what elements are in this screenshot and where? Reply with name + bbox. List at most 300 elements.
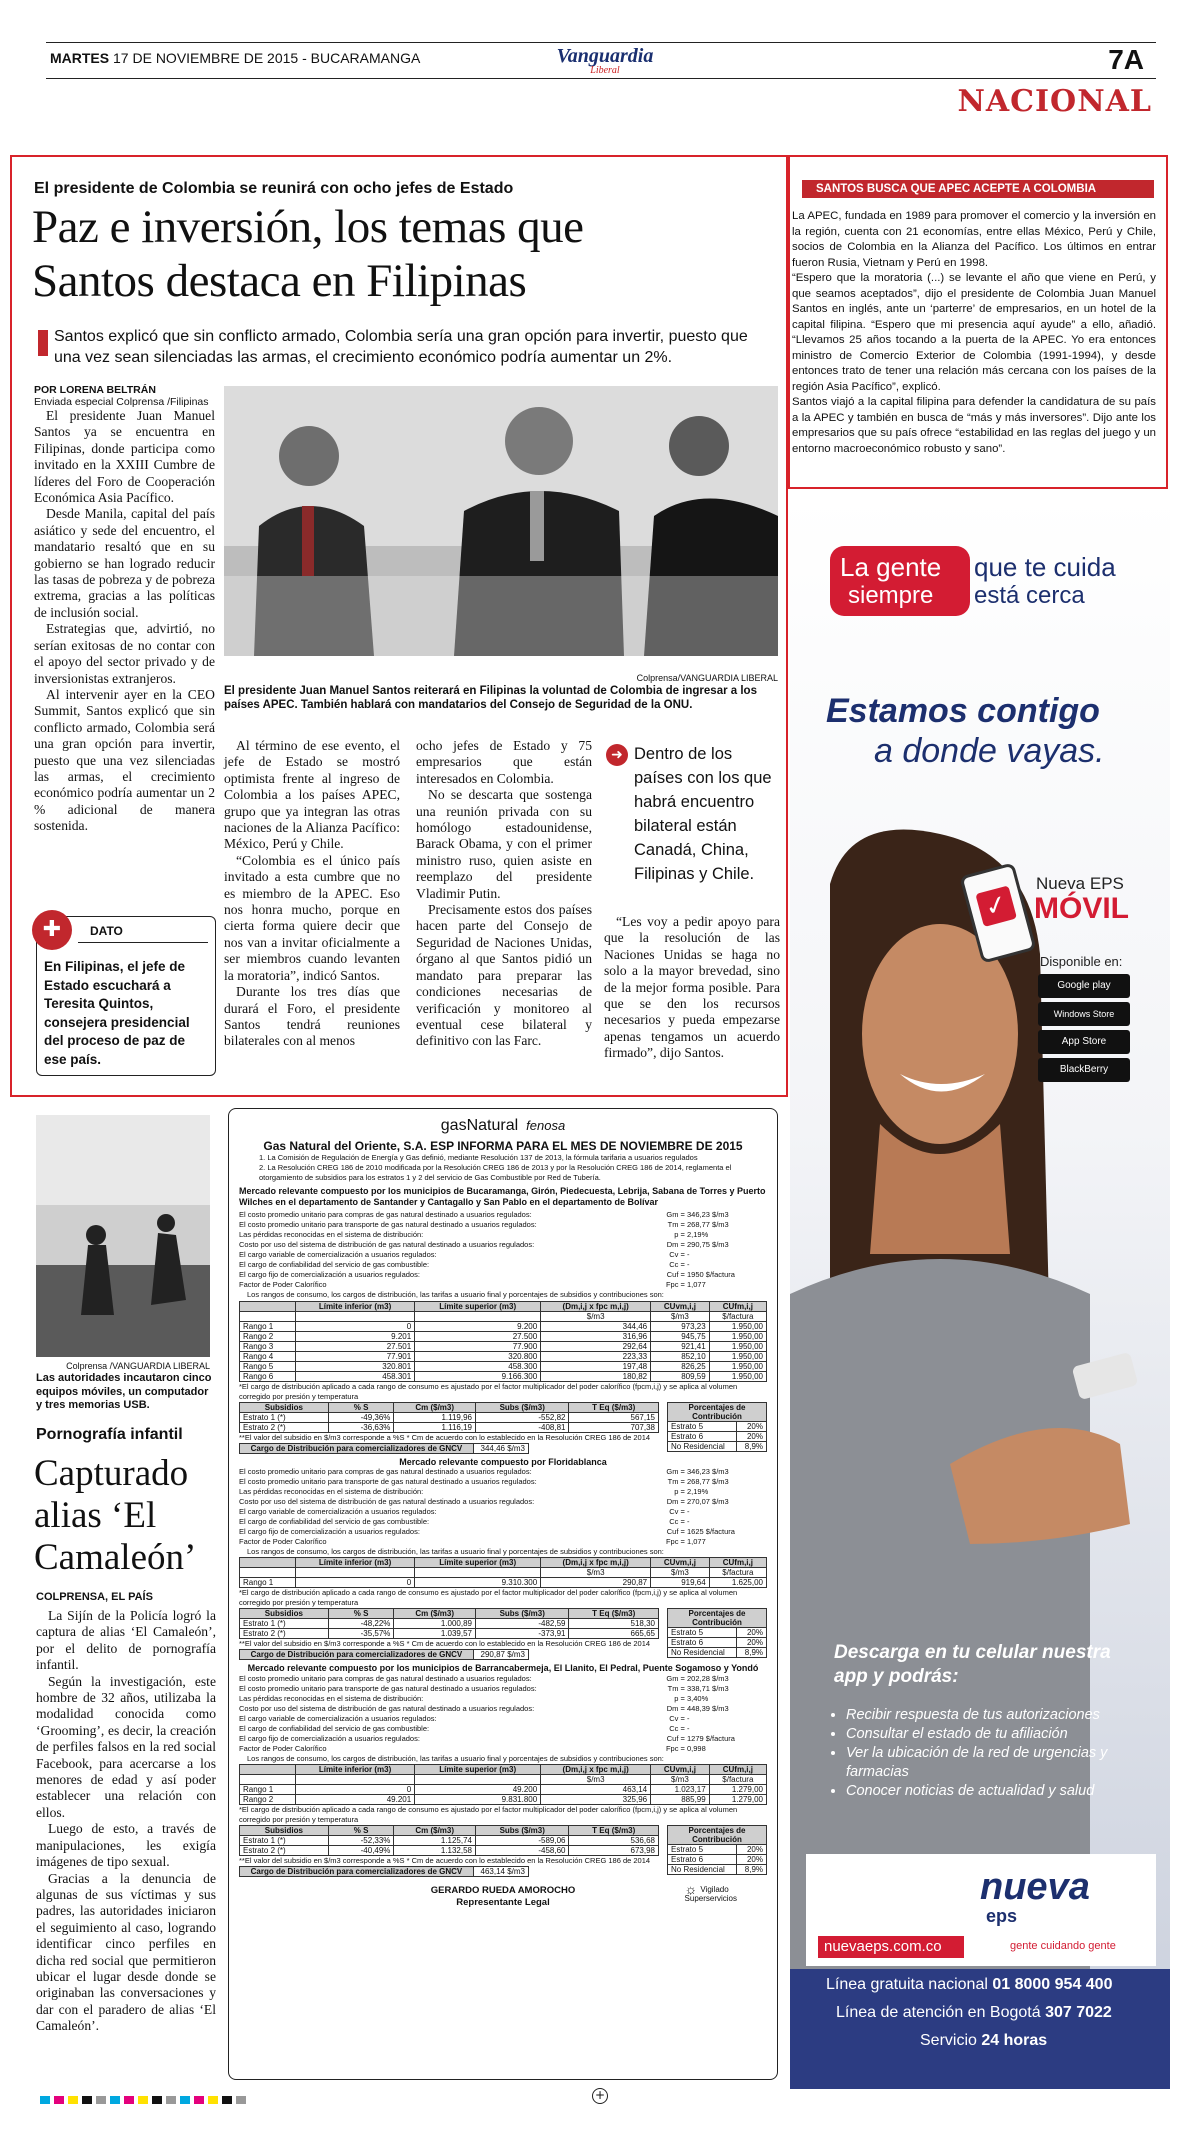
table-header: T Eq ($/m3) [569,1403,659,1413]
second-headline [34,1453,196,1579]
dato-puzzle-icon: ✚ [32,910,72,950]
color-swatch [236,2096,246,2104]
gas-cost-label: El costo promedio unitario para compras de gas natural destinado a usuarios regulados: [239,1467,532,1476]
table-unit [415,1568,541,1578]
table-cell: 885,99 [651,1795,710,1805]
dato-text: En Filipinas, el jefe de Estado escuchará a Teresita Quintos, consejera presidencial del proceso de paz de ese país. [44,959,190,1067]
table-cell: -40,49% [328,1846,394,1856]
masthead [46,42,1156,119]
gas-block2-title: Mercado relevante compuesto por Floridablanca [399,1457,607,1467]
main-col1-p1: El presidente Juan Manuel Santos ya se encuentra en Filipinas, donde participa como invitado en la XXIII Cumbre de líderes del Foro de Cooperación Económica Asia Pacífico. [34,408,215,506]
gas-b2-sub-footnote: **El valor del subsidio en $/m3 corresponde a %S * Cm de acuerdo con lo establecido en la Resolución CREG 186 de 2014 [239,1639,651,1648]
gas-cost-label: Costo por uso del sistema de distribución de gas natural destinado a usuarios regulados: [239,1497,535,1506]
gas-cost-key: Fpc = [665,1744,685,1753]
main-col2-p2: “Colombia es el único país invitado a esta cumbre que no es miembro de la APEC. Eso nos honra mucho, porque en cierta forma quiere decir que nos van a invitar oficialmente a ser miembros cuando levanten la moratoria”, indicó Santos. [224,852,400,983]
gas-cost-label: El cargo fijo de comercialización a usuarios regulados: [239,1527,420,1536]
table-cell: -373,91 [476,1629,569,1639]
second-p2: Según la investigación, este hombre de 32 años, utilizaba la modalidad conocida como ‘Grooming’, es decir, la creación de perfiles falsos en la red social Facebook, para acercarse a los menores de edad y así poder establecer una relación con ellos. [36,1673,216,1820]
table-cell: 320.801 [295,1362,414,1372]
color-swatch [110,2096,120,2104]
table-cell: 8,9% [736,1865,767,1875]
table-unit: $/m3 [541,1312,651,1322]
gas-b3-contrib-table [667,1825,767,1875]
main-col1 [34,408,215,835]
date-line [50,50,420,66]
table-cell: -589,06 [476,1836,569,1846]
table-header: Subsidios [240,1609,329,1619]
main-col1-p4: Al intervenir ayer en la CEO Summit, Santos explicó que sin conflicto armado, Colombia será una gran opción para invertir, puesto que una vez silenciadas las armas, el crecimiento económico podría aumentar un 2 % adicional de manera sostenida. [34,686,215,834]
gas-b2-subs-table [239,1608,659,1639]
table-header [240,1302,296,1312]
gas-b3-row-2 [239,1684,767,1694]
gas-cost-key: Cc = [669,1517,685,1526]
table-cell: Estrato 2 (*) [240,1629,329,1639]
eps-line-2 [836,2004,1112,2022]
table-row [240,1332,767,1342]
gas-cost-key: Fpc = [665,1280,685,1289]
table-cell: 567,15 [569,1413,659,1423]
table-header: CUfm,i,j [709,1765,766,1775]
gas-cost-value: 346,23 $/m3 [687,1467,729,1476]
table-header: CUvm,i,j [651,1765,710,1775]
table-cell: Rango 2 [240,1332,296,1342]
main-lede: Santos explicó que sin conflicto armado, Colombia sería una gran opción para invertir, puesto que una vez sean silenciadas las armas, el crecimiento económico podría aumentar un 2%. [54,328,748,366]
table-row [240,1413,659,1423]
table-cell: -552,82 [476,1413,569,1423]
table-row [240,1322,767,1332]
table-cell: -52,33% [328,1836,394,1846]
table-header: Cm ($/m3) [394,1403,476,1413]
gas-b3-ranges-note: Los rangos de consumo, los cargos de distribución, las tarifas a usuario final y porcentajes de subsidios y contribuciones son: [247,1754,664,1763]
table-row [668,1432,767,1442]
table-cell: 27.501 [295,1342,414,1352]
gas-block3-costs [239,1674,767,1764]
gas-cost-value: - [687,1517,690,1526]
table-header: (Dm,i,j x fpc m,i,j) [541,1302,651,1312]
color-swatch [180,2096,190,2104]
table-cell: 665,65 [569,1629,659,1639]
gas-b1-gncv [239,1443,529,1454]
table-row [668,1855,767,1865]
second-headline-line1: Capturado [34,1453,189,1494]
eps-logo-2: eps [986,1906,1018,1926]
table-unit: $/factura [709,1312,766,1322]
masthead-rule-bottom [46,78,1156,79]
table-cell: 1.132,58 [394,1846,476,1856]
gas-cost-label: El cargo variable de comercialización a usuarios regulados: [239,1250,437,1259]
gas-cost-label: Las pérdidas reconocidas en el sistema de distribución: [239,1487,424,1496]
table-header: Límite inferior (m3) [295,1302,414,1312]
vigilado-icon: ☼ [684,1881,698,1897]
gas-cost-key: p = [674,1694,685,1703]
gas-cost-key: Dm = [666,1497,685,1506]
gas-cost-value: - [687,1714,690,1723]
table-header [240,1558,296,1568]
table-row [668,1628,767,1638]
gas-cost-label: Costo por uso del sistema de distribución de gas natural destinado a usuarios regulados: [239,1704,535,1713]
gas-cost-value: 290,75 $/m3 [687,1240,729,1249]
gas-b3-subs-left [239,1825,659,1877]
table-cell: 316,96 [541,1332,651,1342]
table-cell: 49.201 [295,1795,414,1805]
table-cell: Estrato 6 [668,1638,737,1648]
table-cell: 0 [295,1785,414,1795]
table-cell: 536,68 [569,1836,659,1846]
table-cell: 9.201 [295,1332,414,1342]
gas-b3-row-1 [239,1674,767,1684]
table-cell: 1.950,00 [709,1342,766,1352]
table-header: Cargo de Distribución para comercializadores de GNCV [240,1650,474,1660]
gas-cost-label: El cargo de confiabilidad del servicio de gas combustible: [239,1517,430,1526]
eps-bullet: • Conocer noticias de actualidad y salud [846,1782,1146,1801]
second-photo-illustration [36,1115,210,1357]
table-unit-row [240,1568,767,1578]
table-unit [295,1568,414,1578]
table-header [240,1765,296,1775]
table-row [240,1785,767,1795]
main-col3 [416,738,592,1050]
eps-download-2: app y podrás: [834,1666,959,1687]
gas-block1-costs [239,1210,767,1300]
gas-brand-1: gasNatural [440,1117,519,1134]
date-rest: 17 DE NOVIEMBRE DE 2015 - BUCARAMANGA [113,50,421,66]
gas-cost-key: Cc = [669,1260,685,1269]
second-photo [36,1115,210,1357]
table-header-row [240,1765,767,1775]
table-header: CUvm,i,j [651,1558,710,1568]
main-photo-caption: El presidente Juan Manuel Santos reiterará en Filipinas la voluntad de Colombia de ingresar a los países APEC. También hablará con mandatarios del Consejo de Seguridad de la ONU. [224,685,757,711]
dato-label: DATO [90,924,123,938]
gas-b1-row-3 [239,1230,767,1240]
gas-cost-label: El costo promedio unitario para transporte de gas natural destinado a usuarios regulados: [239,1220,537,1229]
gas-cost-label: El costo promedio unitario para compras de gas natural destinado a usuarios regulados: [239,1674,532,1683]
logo-main: Vanguardia [556,45,654,67]
table-header: Subs ($/m3) [476,1403,569,1413]
eps-url-bar[interactable]: nuevaeps.com.co [818,1936,964,1958]
table-cell: 1.279,00 [709,1785,766,1795]
second-p1: La Sijín de la Policía logró la captura de alias ‘El Camaleón’, por el delito de pornografía infantil. [36,1608,216,1673]
pullquote-arrow-icon: ➜ [606,744,628,766]
color-swatch [152,2096,162,2104]
table-cell: 49.200 [415,1785,541,1795]
gas-b2-row-4 [239,1497,767,1507]
gas-footer [239,1881,767,1919]
table-header: Subs ($/m3) [476,1826,569,1836]
gas-cost-value: 268,77 $/m3 [687,1477,729,1486]
eps-ad [790,494,1170,2089]
eps-line-3 [920,2032,1047,2050]
eps-headline-2: a donde vayas. [874,732,1105,770]
eps-app-2: MÓVIL [1034,892,1129,925]
table-row [240,1846,659,1856]
table-row [240,1795,767,1805]
main-photo-credit: Colprensa/VANGUARDIA LIBERAL [636,673,778,683]
eps-bullet: • Ver la ubicación de la red de urgencias y farmacias [846,1744,1146,1782]
table-cell: Rango 6 [240,1372,296,1382]
table-header: Porcentajes de Contribución [668,1403,767,1422]
table-row [668,1638,767,1648]
table-cell: 458.300 [415,1362,541,1372]
table-header: Porcentajes de Contribución [668,1609,767,1628]
table-cell: 1.116,19 [394,1423,476,1433]
eps-tag-3: siempre [848,582,934,609]
gas-cost-key: p = [674,1230,685,1239]
table-cell: Estrato 2 (*) [240,1423,329,1433]
table-cell: 9.200 [415,1322,541,1332]
gas-b3-row-3 [239,1694,767,1704]
table-header: (Dm,i,j x fpc m,i,j) [541,1558,651,1568]
gas-cost-value: 1,077 [687,1537,706,1546]
store-blackberry[interactable]: BlackBerry [1038,1058,1130,1082]
table-header: Subsidios [240,1826,329,1836]
gas-cost-key: p = [674,1487,685,1496]
table-cell: 921,41 [651,1342,710,1352]
gas-b1-subs-wrap [239,1402,767,1454]
gas-b3-sub-footnote: **El valor del subsidio en $/m3 corresponde a %S * Cm de acuerdo con lo establecido en la Resolución CREG 186 de 2014 [239,1856,651,1865]
gas-cost-label: El cargo variable de comercialización a usuarios regulados: [239,1714,437,1723]
table-header: Subsidios [240,1403,329,1413]
table-unit [240,1775,296,1785]
store-google-play[interactable]: Google play [1038,974,1130,998]
main-kicker: El presidente de Colombia se reunirá con ocho jefes de Estado [34,180,514,197]
gas-cost-label: Factor de Poder Calorífico [239,1744,327,1753]
table-cell: 290,87 [541,1578,651,1588]
gas-cost-value: - [687,1260,690,1269]
gas-cost-value: 338,71 $/m3 [687,1684,729,1693]
second-headline-line3: Camaleón’ [34,1537,197,1578]
color-swatch [82,2096,92,2104]
table-cell: Rango 1 [240,1322,296,1332]
table-cell: 223,33 [541,1352,651,1362]
gas-b1-contrib-table [667,1402,767,1452]
gas-b1-subs-left [239,1402,659,1454]
gas-cost-key: Gm = [666,1467,685,1476]
gas-b1-row-6 [239,1260,767,1270]
eps-tag-2: que te cuida [974,552,1116,582]
table-unit [240,1568,296,1578]
byline [34,384,209,408]
table-cell: 20% [736,1432,767,1442]
gas-b3-subs-wrap [239,1825,767,1877]
table-cell: -48,22% [328,1619,394,1629]
main-col4-p1: “Les voy a pedir apoyo para que la resolución de las Naciones Unidas se haga no solo a la mayor brevedad, sino de la mejor forma posible. Para que se den los recursos necesarios y pueda empezarse apenas tengamos un acuerdo firmado”, dijo Santos. [604,914,780,1061]
table-header: T Eq ($/m3) [569,1609,659,1619]
gas-block3-title: Mercado relevante compuesto por los municipios de Barrancabermeja, El Llanito, El Pedral, Puente Sogamoso y Yondó [247,1663,759,1673]
table-header: % S [328,1826,394,1836]
store-windows[interactable]: Windows Store [1038,1002,1130,1026]
table-cell: -408,81 [476,1423,569,1433]
main-photo-illustration [224,386,778,656]
gas-cost-value: 268,77 $/m3 [687,1220,729,1229]
second-byline: COLPRENSA, EL PAÍS [36,1591,153,1603]
table-header-row [240,1826,659,1836]
gas-b3-row-7 [239,1734,767,1744]
second-headline-line2: alias ‘El [34,1495,157,1536]
table-header-row [668,1826,767,1845]
gas-cost-key: Tm = [667,1220,685,1229]
table-cell: 809,59 [651,1372,710,1382]
gas-cost-label: El cargo fijo de comercialización a usuarios regulados: [239,1734,420,1743]
table-cell: 27.500 [415,1332,541,1342]
table-row [240,1444,529,1454]
vigilado-line1: Vigilado [700,1885,729,1894]
gas-note-2: 2. La Resolución CREG 186 de 2010 modificada por la Resolución CREG 186 de 2013 y por la Resolución CREG 186 de 2014, reglamenta el otorgamiento de subsidios para los estratos 1 y 2 del servicio de Gas Combustible por Red de Tubería. [259,1163,732,1182]
eps-line-1 [826,1976,1112,1994]
table-cell: Estrato 1 (*) [240,1836,329,1846]
gas-b3-dist-note: *El cargo de distribución aplicado a cada rango de consumo es ajustado por el factor multiplicador del poder calorífico (fpcm,i,j) y se aplica al volumen corregido por presión y temperatura [239,1805,738,1824]
vigilado-line2: Superservicios [684,1894,737,1903]
main-headline-line2: Santos destaca en Filipinas [32,255,527,307]
table-cell: 9.166.300 [415,1372,541,1382]
gas-cost-key: Gm = [666,1210,685,1219]
table-cell: Rango 1 [240,1785,296,1795]
main-col3-p2: No se descarta que sostenga una reunión privada con su homólogo estadounidense, Barack Obama, y con el primer ministro ruso, quien asiste en reemplazo del presidente Vladimir Putin. [416,787,592,901]
byline-name: POR LORENA BELTRÁN [34,384,156,396]
gas-b1-dist-note: *El cargo de distribución aplicado a cada rango de consumo es ajustado por el factor multiplicador del poder calorífico (fpcm,i,j) y se aplica al volumen corregido por presión y temperatura [239,1382,738,1401]
gas-b2-gncv [239,1649,529,1660]
gas-b1-ranges-note: Los rangos de consumo, los cargos de distribución, las tarifas a usuario final y porcentajes de subsidios y contribuciones son: [247,1290,664,1299]
sidebar-body [792,209,1156,457]
gas-cost-key: Dm = [666,1704,685,1713]
gas-b2-row-1 [239,1467,767,1477]
table-cell: Estrato 6 [668,1432,737,1442]
table-header-row [240,1302,767,1312]
gas-b1-table [239,1301,767,1382]
byline-sub: Enviada especial Colprensa /Filipinas [34,396,209,408]
table-cell: Estrato 5 [668,1845,737,1855]
table-cell: 1.023,17 [651,1785,710,1795]
gas-b3-table [239,1764,767,1805]
gas-cost-value: 2,19% [687,1487,709,1496]
table-row [668,1845,767,1855]
table-unit: $/m3 [651,1312,710,1322]
table-cell: 20% [736,1422,767,1432]
table-cell: Rango 2 [240,1795,296,1805]
table-unit: $/factura [709,1775,766,1785]
table-cell: -36,63% [328,1423,394,1433]
main-col1-p3: Estrategias que, advirtió, no serían exitosas de no contar con el apoyo del sector privado y de inversionistas extranjeros. [34,621,215,686]
table-cell: 973,23 [651,1322,710,1332]
table-cell: 292,64 [541,1342,651,1352]
table-header: Cm ($/m3) [394,1609,476,1619]
eps-bullets [846,1706,1146,1801]
table-cell: 852,10 [651,1352,710,1362]
vanguardia-logo [540,46,670,76]
section-title: NACIONAL [957,84,1152,119]
gas-cost-key: Fpc = [665,1537,685,1546]
gas-b2-contrib-table [667,1608,767,1658]
eps-logo-tag: gente cuidando gente [1010,1940,1116,1952]
registration-mark-icon: + [592,2088,608,2104]
table-cell: 1.625,00 [709,1578,766,1588]
table-row [240,1578,767,1588]
color-swatch [96,2096,106,2104]
second-photo-caption: Las autoridades incautaron cinco equipos móviles, un computador y tres memorias USB. [36,1372,212,1411]
table-cell: 463,14 $/m3 [473,1867,528,1877]
gas-b2-subs-wrap [239,1608,767,1660]
gas-b2-ranges-note: Los rangos de consumo, los cargos de distribución, las tarifas a usuario final y porcentajes de subsidios y contribuciones son: [247,1547,664,1556]
store-app-store[interactable]: App Store [1038,1030,1130,1054]
table-header: CUfm,i,j [709,1302,766,1312]
table-cell: 77.900 [415,1342,541,1352]
table-header-row [240,1609,659,1619]
table-cell: 20% [736,1845,767,1855]
table-header: Límite superior (m3) [415,1302,541,1312]
table-header-row [668,1403,767,1422]
table-cell: 325,96 [541,1795,651,1805]
table-cell: 0 [295,1578,414,1588]
table-row [240,1619,659,1629]
table-row [240,1362,767,1372]
main-photo [224,386,778,656]
eps-line2-label: Línea de atención en Bogotá [836,2004,1041,2021]
table-unit: $/m3 [541,1775,651,1785]
eps-headline-1: Estamos contigo [826,692,1100,730]
table-cell: Estrato 5 [668,1628,737,1638]
table-header: CUfm,i,j [709,1558,766,1568]
gas-b1-row-5 [239,1250,767,1260]
table-unit: $/m3 [651,1568,710,1578]
gas-cost-value: - [687,1507,690,1516]
gas-b1-subs-table [239,1402,659,1433]
gas-cost-label: El cargo fijo de comercialización a usuarios regulados: [239,1270,420,1279]
table-cell: 1.950,00 [709,1322,766,1332]
lede-marker [38,330,48,356]
table-cell: Estrato 5 [668,1422,737,1432]
table-cell: 707,38 [569,1423,659,1433]
eps-line1-number[interactable]: 01 8000 954 400 [992,1976,1113,1993]
table-row [668,1422,767,1432]
table-header: Cargo de Distribución para comercializadores de GNCV [240,1867,474,1877]
table-cell: 1.279,00 [709,1795,766,1805]
table-header: Cm ($/m3) [394,1826,476,1836]
eps-available: Disponible en: [1040,954,1123,969]
gas-cost-key: Cuf = [666,1734,685,1743]
table-row [668,1865,767,1875]
main-col2 [224,738,400,1050]
table-row [240,1342,767,1352]
eps-line2-number[interactable]: 307 7022 [1045,2004,1112,2021]
gas-cost-value: 270,07 $/m3 [687,1497,729,1506]
table-header-row [668,1609,767,1628]
table-cell: 919,64 [651,1578,710,1588]
table-row [240,1867,529,1877]
table-cell: Rango 5 [240,1362,296,1372]
table-cell: 20% [736,1638,767,1648]
gas-b3-row-4 [239,1704,767,1714]
gas-b3-subs-table [239,1825,659,1856]
gas-cost-key: Tm = [667,1477,685,1486]
table-header: CUvm,i,j [651,1302,710,1312]
gas-brand [239,1117,767,1135]
gas-b3-row-8 [239,1744,767,1754]
table-header: Límite superior (m3) [415,1765,541,1775]
table-cell: 463,14 [541,1785,651,1795]
table-cell: -35,57% [328,1629,394,1639]
eps-line3-label: Servicio [920,2032,977,2049]
gas-b2-row-3 [239,1487,767,1497]
vigilado-badge [684,1881,737,1903]
gas-b1-row-2 [239,1220,767,1230]
table-header: T Eq ($/m3) [569,1826,659,1836]
gas-cost-key: Cuf = [666,1527,685,1536]
table-header: Límite inferior (m3) [295,1558,414,1568]
color-swatch [194,2096,204,2104]
table-cell: 1.950,00 [709,1362,766,1372]
main-col2-p1: Al término de ese evento, el jefe de Estado se mostró optimista frente al ingreso de Colombia a los países APEC, grupo que ya integran las otras naciones de la Alianza Pacífico: México, Perú y Chile. [224,738,400,852]
table-header: % S [328,1403,394,1413]
eps-tag-4: está cerca [974,582,1085,609]
